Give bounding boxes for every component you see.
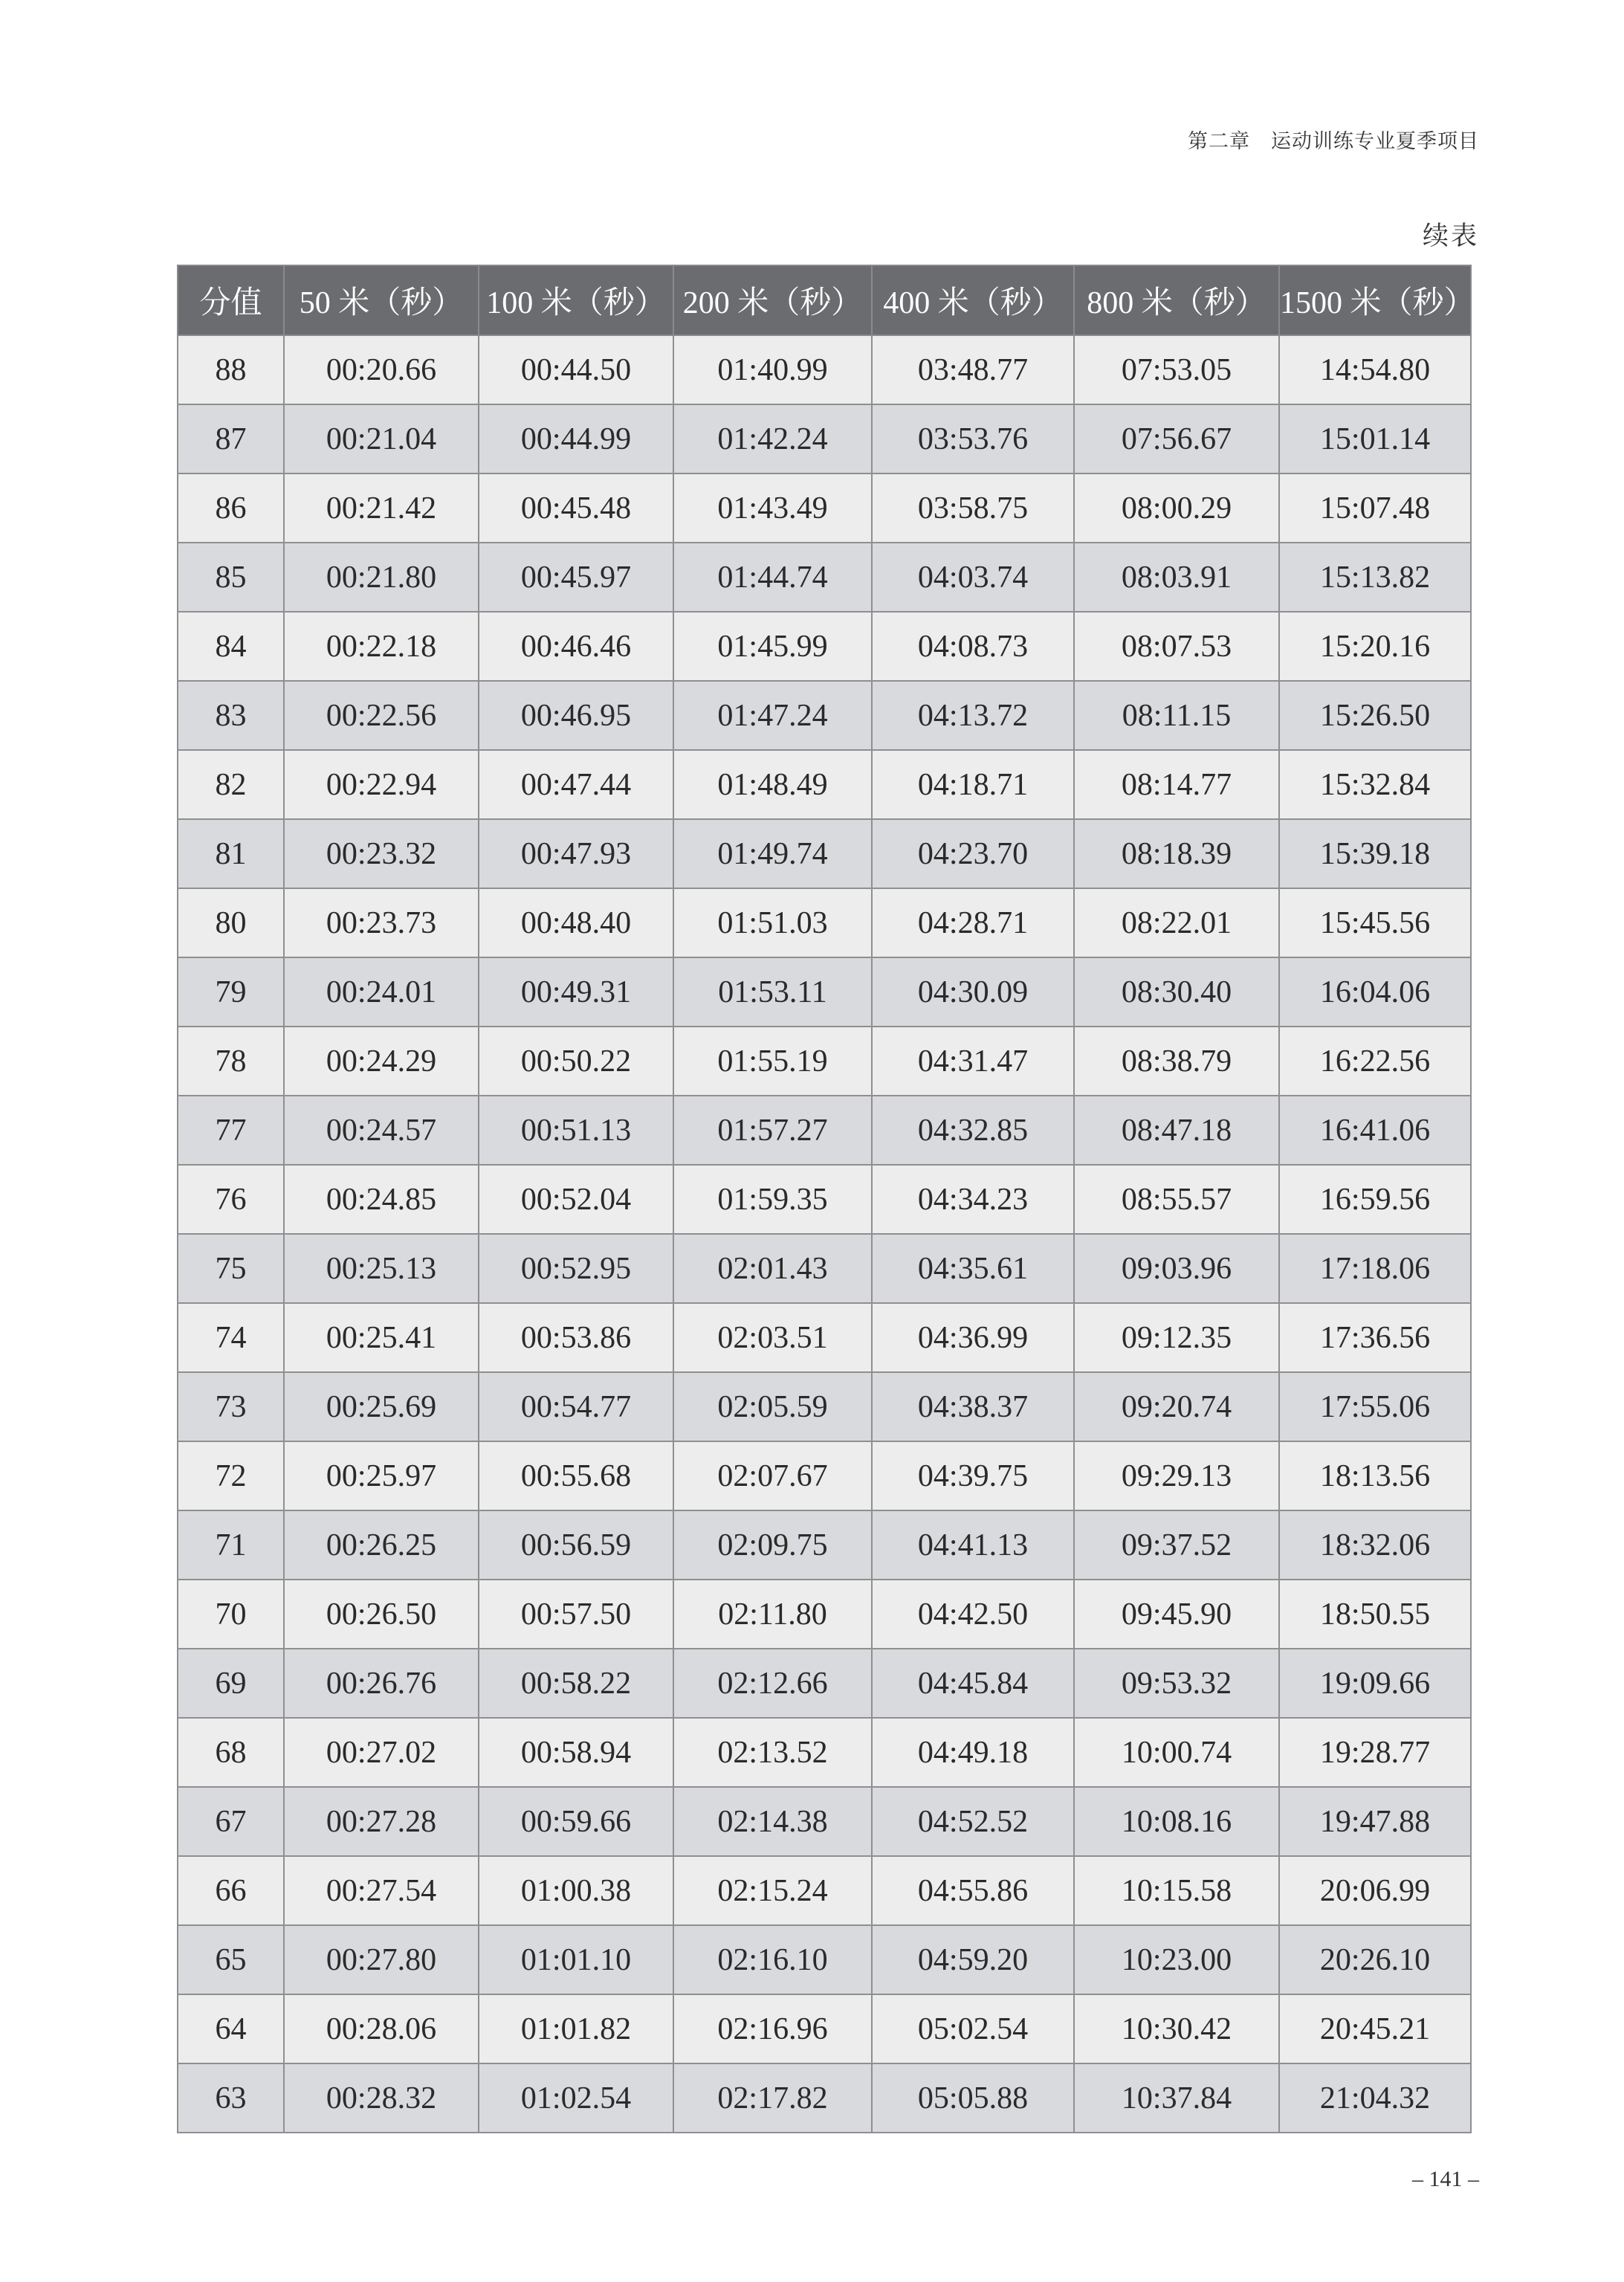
time-cell: 04:55.86 (872, 1856, 1074, 1925)
time-cell: 17:36.56 (1279, 1303, 1471, 1372)
score-cell: 73 (178, 1372, 284, 1441)
header-score: 分值 (178, 265, 284, 335)
page-number: – 141 – (1412, 2167, 1479, 2191)
time-cell: 08:55.57 (1074, 1165, 1279, 1234)
time-cell: 02:13.52 (673, 1718, 872, 1787)
time-cell: 20:06.99 (1279, 1856, 1471, 1925)
table-row (178, 612, 1471, 681)
time-cell: 00:46.95 (479, 681, 673, 750)
time-cell: 00:25.13 (284, 1234, 479, 1303)
time-cell: 16:59.56 (1279, 1165, 1471, 1234)
time-cell: 07:53.05 (1074, 335, 1279, 404)
time-cell: 00:54.77 (479, 1372, 673, 1441)
time-cell: 19:09.66 (1279, 1649, 1471, 1718)
time-cell: 00:55.68 (479, 1441, 673, 1510)
continued-label: 续表 (1422, 222, 1479, 251)
time-cell: 00:22.94 (284, 750, 479, 819)
time-cell: 17:18.06 (1279, 1234, 1471, 1303)
time-cell: 04:38.37 (872, 1372, 1074, 1441)
time-cell: 01:40.99 (673, 335, 872, 404)
time-cell: 04:35.61 (872, 1234, 1074, 1303)
score-cell: 83 (178, 681, 284, 750)
time-cell: 09:53.32 (1074, 1649, 1279, 1718)
time-cell: 00:21.80 (284, 543, 479, 612)
table-row (178, 1303, 1471, 1372)
time-cell: 08:03.91 (1074, 543, 1279, 612)
time-cell: 00:59.66 (479, 1787, 673, 1856)
score-cell: 84 (178, 612, 284, 681)
time-cell: 04:42.50 (872, 1580, 1074, 1649)
header-100m: 100 米（秒） (479, 265, 673, 335)
header-800m: 800 米（秒） (1074, 265, 1279, 335)
table-row (178, 404, 1471, 473)
table-body (178, 335, 1471, 2133)
score-cell: 81 (178, 819, 284, 888)
time-cell: 00:44.50 (479, 335, 673, 404)
time-cell: 08:18.39 (1074, 819, 1279, 888)
score-cell: 71 (178, 1510, 284, 1580)
time-cell: 10:00.74 (1074, 1718, 1279, 1787)
time-cell: 00:57.50 (479, 1580, 673, 1649)
time-cell: 02:16.10 (673, 1925, 872, 1994)
table-row (178, 1441, 1471, 1510)
time-cell: 00:52.04 (479, 1165, 673, 1234)
time-cell: 10:15.58 (1074, 1856, 1279, 1925)
time-cell: 03:48.77 (872, 335, 1074, 404)
time-cell: 00:23.73 (284, 888, 479, 957)
time-cell: 00:48.40 (479, 888, 673, 957)
time-cell: 20:45.21 (1279, 1994, 1471, 2063)
time-cell: 04:59.20 (872, 1925, 1074, 1994)
time-cell: 04:18.71 (872, 750, 1074, 819)
time-cell: 00:26.25 (284, 1510, 479, 1580)
time-cell: 02:05.59 (673, 1372, 872, 1441)
score-cell: 67 (178, 1787, 284, 1856)
time-cell: 00:51.13 (479, 1096, 673, 1165)
time-cell: 05:05.88 (872, 2063, 1074, 2133)
time-cell: 04:30.09 (872, 957, 1074, 1027)
header-1500m: 1500 米（秒） (1279, 265, 1471, 335)
score-cell: 68 (178, 1718, 284, 1787)
table-row (178, 819, 1471, 888)
time-cell: 16:41.06 (1279, 1096, 1471, 1165)
time-cell: 00:45.97 (479, 543, 673, 612)
table-row (178, 1580, 1471, 1649)
table-row (178, 1856, 1471, 1925)
time-cell: 00:26.76 (284, 1649, 479, 1718)
time-cell: 00:44.99 (479, 404, 673, 473)
time-cell: 00:52.95 (479, 1234, 673, 1303)
time-cell: 08:07.53 (1074, 612, 1279, 681)
time-cell: 16:22.56 (1279, 1027, 1471, 1096)
score-cell: 87 (178, 404, 284, 473)
time-cell: 00:56.59 (479, 1510, 673, 1580)
score-cell: 78 (178, 1027, 284, 1096)
time-cell: 08:30.40 (1074, 957, 1279, 1027)
score-cell: 65 (178, 1925, 284, 1994)
time-cell: 01:01.82 (479, 1994, 673, 2063)
time-cell: 10:08.16 (1074, 1787, 1279, 1856)
table-row (178, 1096, 1471, 1165)
time-cell: 09:12.35 (1074, 1303, 1279, 1372)
time-cell: 00:49.31 (479, 957, 673, 1027)
table-row (178, 1787, 1471, 1856)
time-cell: 00:27.54 (284, 1856, 479, 1925)
time-cell: 02:16.96 (673, 1994, 872, 2063)
time-cell: 00:21.04 (284, 404, 479, 473)
table-row (178, 1510, 1471, 1580)
time-cell: 04:41.13 (872, 1510, 1074, 1580)
time-cell: 10:37.84 (1074, 2063, 1279, 2133)
time-cell: 00:45.48 (479, 473, 673, 543)
time-cell: 04:36.99 (872, 1303, 1074, 1372)
score-cell: 74 (178, 1303, 284, 1372)
time-cell: 00:21.42 (284, 473, 479, 543)
time-cell: 00:47.44 (479, 750, 673, 819)
score-cell: 70 (178, 1580, 284, 1649)
time-cell: 17:55.06 (1279, 1372, 1471, 1441)
time-cell: 02:01.43 (673, 1234, 872, 1303)
time-cell: 15:01.14 (1279, 404, 1471, 473)
time-cell: 00:23.32 (284, 819, 479, 888)
time-cell: 15:07.48 (1279, 473, 1471, 543)
time-cell: 00:47.93 (479, 819, 673, 888)
time-cell: 09:29.13 (1074, 1441, 1279, 1510)
time-cell: 00:24.01 (284, 957, 479, 1027)
table-row (178, 1994, 1471, 2063)
time-cell: 00:46.46 (479, 612, 673, 681)
table-row (178, 473, 1471, 543)
time-cell: 19:28.77 (1279, 1718, 1471, 1787)
time-cell: 02:12.66 (673, 1649, 872, 1718)
time-cell: 15:13.82 (1279, 543, 1471, 612)
time-cell: 00:20.66 (284, 335, 479, 404)
time-cell: 04:39.75 (872, 1441, 1074, 1510)
table-row (178, 1234, 1471, 1303)
time-cell: 00:53.86 (479, 1303, 673, 1372)
time-cell: 03:53.76 (872, 404, 1074, 473)
time-cell: 04:32.85 (872, 1096, 1074, 1165)
table-row (178, 1718, 1471, 1787)
time-cell: 04:23.70 (872, 819, 1074, 888)
time-cell: 21:04.32 (1279, 2063, 1471, 2133)
time-cell: 01:55.19 (673, 1027, 872, 1096)
time-cell: 02:03.51 (673, 1303, 872, 1372)
score-cell: 82 (178, 750, 284, 819)
table-row (178, 681, 1471, 750)
time-cell: 19:47.88 (1279, 1787, 1471, 1856)
score-cell: 77 (178, 1096, 284, 1165)
time-cell: 01:48.49 (673, 750, 872, 819)
time-cell: 01:00.38 (479, 1856, 673, 1925)
table-row (178, 1649, 1471, 1718)
score-cell: 79 (178, 957, 284, 1027)
time-cell: 04:34.23 (872, 1165, 1074, 1234)
score-cell: 63 (178, 2063, 284, 2133)
time-cell: 01:44.74 (673, 543, 872, 612)
time-cell: 08:14.77 (1074, 750, 1279, 819)
time-cell: 00:27.02 (284, 1718, 479, 1787)
time-cell: 01:43.49 (673, 473, 872, 543)
time-cell: 14:54.80 (1279, 335, 1471, 404)
table-header-row (178, 265, 1471, 335)
time-cell: 02:07.67 (673, 1441, 872, 1510)
table-row (178, 1027, 1471, 1096)
table-row (178, 1925, 1471, 1994)
time-cell: 18:50.55 (1279, 1580, 1471, 1649)
table-row (178, 1165, 1471, 1234)
table-row (178, 957, 1471, 1027)
time-cell: 02:09.75 (673, 1510, 872, 1580)
time-cell: 08:22.01 (1074, 888, 1279, 957)
time-cell: 01:57.27 (673, 1096, 872, 1165)
time-cell: 20:26.10 (1279, 1925, 1471, 1994)
time-cell: 01:47.24 (673, 681, 872, 750)
time-cell: 08:47.18 (1074, 1096, 1279, 1165)
table-row (178, 750, 1471, 819)
running-header: 第二章 运动训练专业夏季项目 (1188, 130, 1479, 153)
time-cell: 05:02.54 (872, 1994, 1074, 2063)
time-cell: 01:59.35 (673, 1165, 872, 1234)
time-cell: 00:26.50 (284, 1580, 479, 1649)
time-cell: 00:22.18 (284, 612, 479, 681)
time-cell: 04:45.84 (872, 1649, 1074, 1718)
time-cell: 04:49.18 (872, 1718, 1074, 1787)
time-cell: 04:03.74 (872, 543, 1074, 612)
time-cell: 02:14.38 (673, 1787, 872, 1856)
time-cell: 18:13.56 (1279, 1441, 1471, 1510)
time-cell: 02:17.82 (673, 2063, 872, 2133)
time-cell: 10:30.42 (1074, 1994, 1279, 2063)
time-cell: 08:00.29 (1074, 473, 1279, 543)
time-cell: 04:31.47 (872, 1027, 1074, 1096)
time-cell: 09:03.96 (1074, 1234, 1279, 1303)
time-cell: 04:08.73 (872, 612, 1074, 681)
time-cell: 04:52.52 (872, 1787, 1074, 1856)
header-200m: 200 米（秒） (673, 265, 872, 335)
time-cell: 00:24.85 (284, 1165, 479, 1234)
time-cell: 16:04.06 (1279, 957, 1471, 1027)
time-cell: 07:56.67 (1074, 404, 1279, 473)
time-cell: 18:32.06 (1279, 1510, 1471, 1580)
table-row (178, 335, 1471, 404)
score-cell: 69 (178, 1649, 284, 1718)
time-cell: 15:26.50 (1279, 681, 1471, 750)
time-cell: 00:24.57 (284, 1096, 479, 1165)
time-cell: 00:25.69 (284, 1372, 479, 1441)
time-cell: 01:53.11 (673, 957, 872, 1027)
time-cell: 00:25.41 (284, 1303, 479, 1372)
time-cell: 09:45.90 (1074, 1580, 1279, 1649)
score-cell: 80 (178, 888, 284, 957)
table-row (178, 2063, 1471, 2133)
time-cell: 15:32.84 (1279, 750, 1471, 819)
time-cell: 09:20.74 (1074, 1372, 1279, 1441)
time-cell: 10:23.00 (1074, 1925, 1279, 1994)
score-cell: 72 (178, 1441, 284, 1510)
score-cell: 88 (178, 335, 284, 404)
score-cell: 85 (178, 543, 284, 612)
time-cell: 02:15.24 (673, 1856, 872, 1925)
time-cell: 01:02.54 (479, 2063, 673, 2133)
time-cell: 00:50.22 (479, 1027, 673, 1096)
time-cell: 15:39.18 (1279, 819, 1471, 888)
score-cell: 64 (178, 1994, 284, 2063)
time-cell: 00:27.80 (284, 1925, 479, 1994)
header-400m: 400 米（秒） (872, 265, 1074, 335)
time-cell: 04:13.72 (872, 681, 1074, 750)
time-cell: 15:20.16 (1279, 612, 1471, 681)
time-cell: 01:01.10 (479, 1925, 673, 1994)
time-cell: 01:42.24 (673, 404, 872, 473)
time-cell: 02:11.80 (673, 1580, 872, 1649)
table-row (178, 1372, 1471, 1441)
time-cell: 01:45.99 (673, 612, 872, 681)
score-table (177, 265, 1475, 2133)
score-cell: 86 (178, 473, 284, 543)
time-cell: 01:51.03 (673, 888, 872, 957)
score-cell: 75 (178, 1234, 284, 1303)
time-cell: 00:25.97 (284, 1441, 479, 1510)
time-cell: 00:24.29 (284, 1027, 479, 1096)
score-cell: 66 (178, 1856, 284, 1925)
time-cell: 09:37.52 (1074, 1510, 1279, 1580)
time-cell: 00:58.94 (479, 1718, 673, 1787)
score-cell: 76 (178, 1165, 284, 1234)
time-cell: 03:58.75 (872, 473, 1074, 543)
time-cell: 00:22.56 (284, 681, 479, 750)
time-cell: 04:28.71 (872, 888, 1074, 957)
time-cell: 08:38.79 (1074, 1027, 1279, 1096)
time-cell: 08:11.15 (1074, 681, 1279, 750)
time-cell: 00:58.22 (479, 1649, 673, 1718)
time-cell: 01:49.74 (673, 819, 872, 888)
time-cell: 00:27.28 (284, 1787, 479, 1856)
time-cell: 00:28.06 (284, 1994, 479, 2063)
header-50m: 50 米（秒） (284, 265, 479, 335)
time-cell: 00:28.32 (284, 2063, 479, 2133)
time-cell: 15:45.56 (1279, 888, 1471, 957)
table-row (178, 888, 1471, 957)
table-row (178, 543, 1471, 612)
